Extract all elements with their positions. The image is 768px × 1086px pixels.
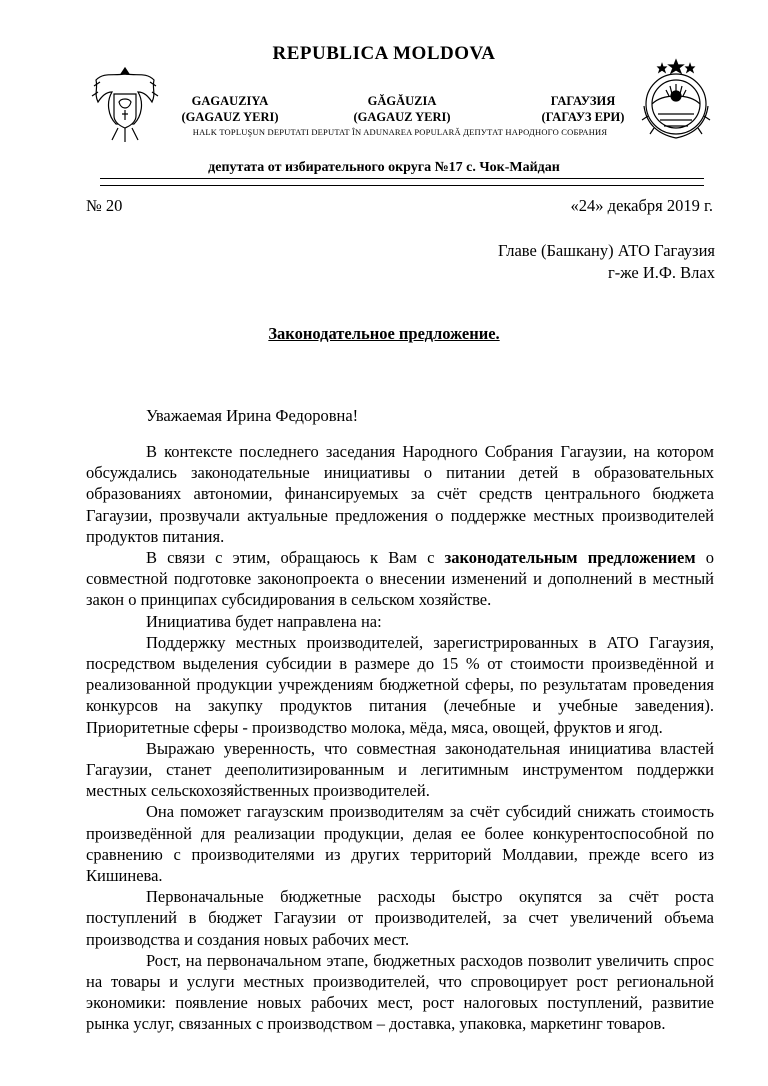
- paragraph-2-bold: законодательным предложением: [444, 548, 696, 568]
- paragraph-2-start: В связи с этим, обращаюсь к Вам с: [146, 548, 445, 568]
- paragraph-7: Первоначальные бюджетные расходы быстро окупятся за счёт роста поступлений в бюджет Гагаузии от производителей, за счет увеличений объема производства и создания новых рабочих мест.: [86, 887, 714, 949]
- header-divider: [100, 178, 704, 186]
- paragraph-3: Инициатива будет направлена на:: [146, 611, 382, 631]
- header-col3-line2: (ГАГАУЗ ЕРИ): [541, 110, 625, 124]
- header-col1-line1: GAGAUZIYA: [191, 94, 269, 108]
- document-number: № 20: [86, 196, 123, 215]
- addressee: [498, 240, 715, 284]
- addressee-line2: г-же И.Ф. Влах: [607, 263, 715, 282]
- deputy-line: депутата от избирательного округа №17 с. Чок-Майдан: [208, 160, 560, 175]
- paragraph-2: [86, 547, 714, 611]
- header-col1-line2: (GAGAUZ YERI): [181, 110, 279, 124]
- header-column-gagauzia-ru: [528, 93, 638, 125]
- document-heading: Законодательное предложение.: [268, 324, 500, 343]
- document-date: «24» декабря 2019 г.: [570, 196, 713, 215]
- header-subtitle: HALK TOPLUŞUN DEPUTATI DEPUTAT ÎN ADUNAREA POPULARĂ ДЕПУТАТ НАРОДНОГО СОБРАНИЯ: [192, 127, 608, 137]
- header-col2-line2: (GAGAUZ YERI): [353, 110, 451, 124]
- country-title: REPUBLICA MOLDOVA: [272, 43, 496, 64]
- paragraph-8: Рост, на первоначальном этапе, бюджетных расходов позволит увеличить спрос на товары и услуги местных производителей, что спровоцирует рост региональной экономики: появление новых рабочих мест, рост налоговых поступлений, развитие рынка услуг, связанных с производством – доставка, упаковка, маркетинг товаров.: [86, 950, 714, 1034]
- header-col2-line1: GĂGĂUZIA: [367, 94, 437, 108]
- paragraph-2-end: о совместной подготовке законопроекта о внесении изменений и дополнений в местный закон о принципах субсидирования в сельском хозяйстве.: [86, 548, 714, 610]
- header-col3-line1: ГАГАУЗИЯ: [550, 94, 616, 108]
- header-column-gagauzia-ro: [342, 93, 462, 125]
- paragraph-4: Поддержку местных производителей, зарегистрированных в АТО Гагаузия, посредством выделения субсидии в размере до 15 % от стоимости произведённой и реализованной продукции учреждениям бюджетной сферы, по результатам проведения конкурсов на закупку продуктов питания (лечебные и учебные заведения). Приоритетные сферы - производство молока, мёда, мяса, овощей, фруктов и ягод.: [86, 632, 714, 737]
- paragraph-1: В контексте последнего заседания Народного Собрания Гагаузии, на котором обсуждались законодательные инициативы о питании детей в образовательных образованиях автономии, финансируемых за счёт средств центрального бюджета Гагаузии, прозвучали актуальные предложения о поддержке местных производителей продуктов питания.: [86, 442, 714, 546]
- addressee-line1: Главе (Башкану) АТО Гагаузия: [497, 241, 715, 260]
- header-column-gagauziya: [175, 93, 285, 125]
- paragraph-5: Выражаю уверенность, что совместная законодательная инициатива властей Гагаузии, станет дееполитизированным и легитимным инструментом поддержки местных сельскохозяйственных производителей.: [86, 738, 714, 801]
- paragraph-6: Она поможет гагаузским производителям за счёт субсидий снижать стоимость произведённой для реализации продукции, делая ее более конкурентоспособной по сравнению с производителями из других территорий Молдавии, прежде всего из Кишинева.: [86, 802, 714, 886]
- letter-body: [86, 441, 714, 1035]
- salutation: Уважаемая Ирина Федоровна!: [146, 406, 359, 425]
